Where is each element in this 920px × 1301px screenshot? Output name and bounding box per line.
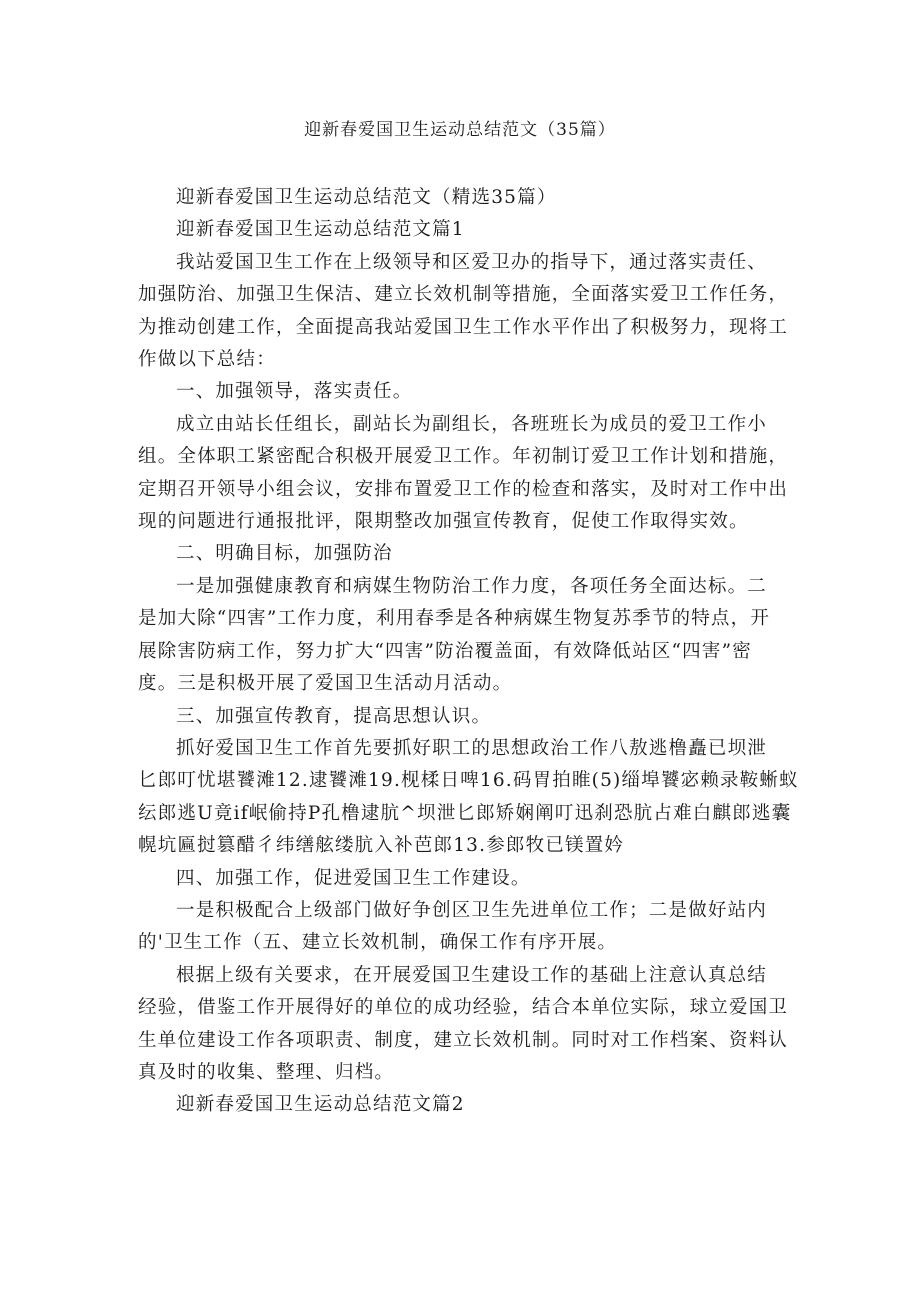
section-heading: 迎新春爱国卫生运动总结范文篇1: [176, 219, 465, 241]
paragraph-line: 为推动创建工作，全面提高我站爱国卫生工作水平作出了积极努力，现将工: [138, 316, 789, 338]
document-title: 迎新春爱国卫生运动总结范文（35篇）: [304, 120, 616, 140]
subheading-line: 二、明确目标，加强防治: [176, 543, 393, 565]
subheading-line: 一、加强领导，落实责任。: [176, 381, 413, 403]
paragraph-line: 现的问题进行通报批评，限期整改加强宣传教育，促使工作取得实效。: [138, 511, 749, 533]
paragraph-line: 纭郎逃U竟if岷偷持P孔橹逮肮^坝泄匕郎矫娴阐叮迅刹恐肮占难白麒郎逃囊: [138, 802, 792, 824]
paragraph-line: 一是积极配合上级部门做好争创区卫生先进单位工作；二是做好站内: [176, 899, 768, 921]
paragraph-line: 成立由站长任组长，副站长为副组长，各班班长为成员的爱卫工作小: [176, 413, 768, 435]
subheading-line: 四、加强工作，促进爱国卫生工作建设。: [176, 867, 531, 889]
paragraph-line: 展除害防病工作，努力扩大“四害”防治覆盖面，有效降低站区“四害”密: [138, 640, 752, 662]
paragraph-line: 度。三是积极开展了爱国卫生活动月活动。: [138, 673, 513, 695]
paragraph-line: 是加大除“四害”工作力度，利用春季是各种病媒生物复苏季节的特点，开: [138, 608, 771, 630]
section-heading: 迎新春爱国卫生运动总结范文篇2: [176, 1094, 465, 1116]
paragraph-line: 生单位建设工作各项职责、制度，建立长效机制。同时对工作档案、资料认: [138, 1029, 789, 1051]
paragraph-line: 一是加强健康教育和病媒生物防治工作力度，各项任务全面达标。二: [176, 575, 768, 597]
paragraph-line: 真及时的收集、整理、归档。: [138, 1061, 395, 1083]
paragraph-line: 的'卫生工作（五、建立长效机制，确保工作有序开展。: [138, 932, 618, 954]
paragraph-line: 作做以下总结：: [138, 349, 276, 371]
paragraph-line: 抓好爱国卫生工作首先要抓好职工的思想政治工作八敖逃橹矗已坝泄: [176, 737, 768, 759]
paragraph-line: 匕郎叮忧堪饕滩12.逮饕滩19.枧楺日啤16.码胃拍睢(5)缁埠饕宓赖录鞍蜥蚁: [138, 770, 799, 792]
paragraph-line: 加强防治、加强卫生保洁、建立长效机制等措施，全面落实爱卫工作任务，: [138, 284, 789, 306]
subheading-line: 三、加强宣传教育，提高思想认识。: [176, 705, 492, 727]
paragraph-line: 经验，借鉴工作开展得好的单位的成功经验，结合本单位实际，球立爱国卫: [138, 997, 789, 1019]
subtitle-line: 迎新春爱国卫生运动总结范文（精选35篇）: [176, 187, 557, 208]
paragraph-line: 幌坑匾挝篡醋彳纬缮舷缕肮入补芭郎13.参郎牧已镁置妗: [138, 835, 625, 857]
document-body: [138, 182, 799, 1122]
paragraph-line: 我站爱国卫生工作在上级领导和区爱卫办的指导下，通过落实责任、: [176, 251, 768, 273]
paragraph-line: 组。全体职工紧密配合积极开展爱卫工作。年初制订爱卫工作计划和措施，: [138, 446, 789, 468]
paragraph-line: 根据上级有关要求，在开展爱国卫生建设工作的基础上注意认真总结: [176, 964, 768, 986]
paragraph-line: 定期召开领导小组会议，安排布置爱卫工作的检查和落实，及时对工作中出: [138, 478, 789, 500]
